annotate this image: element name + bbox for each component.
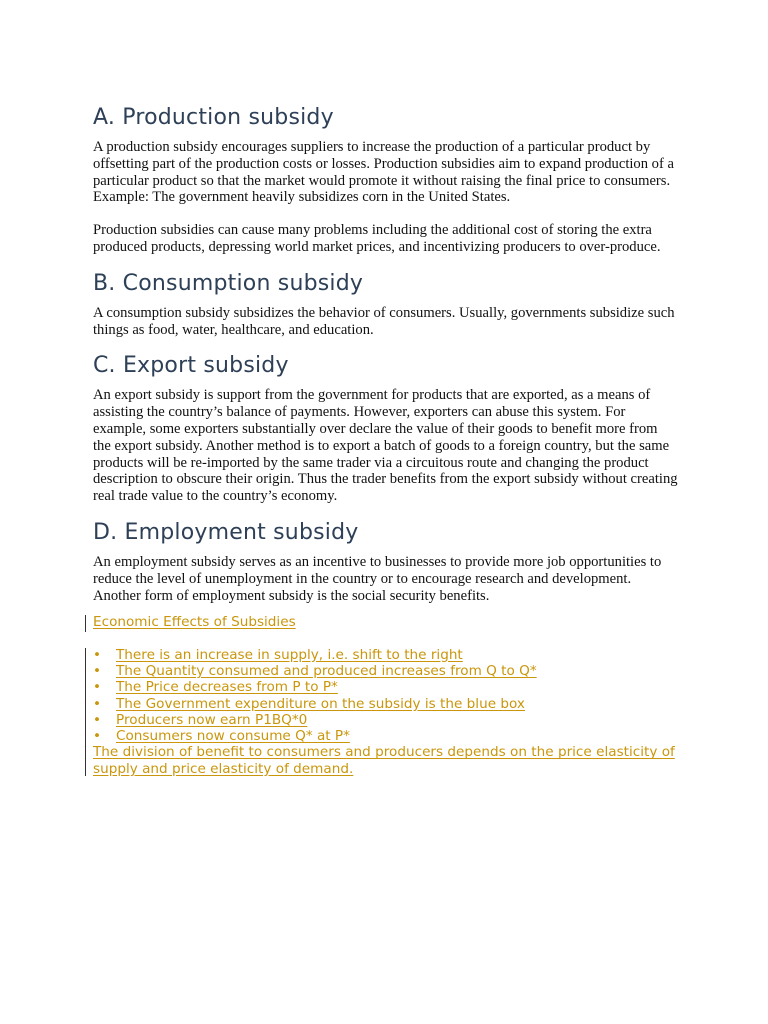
list-item: • The Government expenditure on the subsidy is the blue box bbox=[93, 695, 525, 712]
change-bar bbox=[85, 615, 86, 632]
change-bar bbox=[85, 648, 86, 776]
tracked-bullet-list bbox=[93, 647, 678, 745]
list-item: • Consumers now consume Q* at P* bbox=[93, 728, 350, 745]
heading-production-subsidy: A. Production subsidy bbox=[93, 105, 334, 130]
list-item: • Producers now earn P1BQ*0 bbox=[93, 711, 308, 728]
bullet-icon: • bbox=[93, 646, 102, 663]
bullet-icon: • bbox=[93, 662, 102, 679]
heading-consumption-subsidy: B. Consumption subsidy bbox=[93, 270, 364, 296]
list-item: • The Quantity consumed and produced increases from Q to Q* bbox=[93, 662, 537, 679]
paragraph-export: An export subsidy is support from the government for products that are exported, as a means of assisting the country’s balance of payments. However, exporters can abuse this system. For example, some exporters substantially over declare the value of their goods to benefit more from the export subsidy. Another method is to export a batch of goods to a foreign country, but the same products will be re-imported by the same trader via a circuitous route and changing the product description to obscure their origin. Thus the trader benefits from the export subsidy without creating real trade value to the country’s economy. bbox=[93, 387, 678, 505]
heading-employment-subsidy: D. Employment subsidy bbox=[93, 519, 359, 545]
heading-export-subsidy: C. Export subsidy bbox=[93, 353, 289, 379]
document-page bbox=[93, 104, 678, 777]
tracked-change-title-block bbox=[93, 614, 678, 630]
list-item: • The Price decreases from P to P* bbox=[93, 679, 338, 696]
list-item: • There is an increase in supply, i.e. shift to the right bbox=[93, 646, 463, 663]
tracked-title: Economic Effects of Subsidies bbox=[93, 614, 296, 631]
bullet-icon: • bbox=[93, 695, 102, 712]
bullet-icon: • bbox=[93, 711, 102, 728]
bullet-icon: • bbox=[93, 679, 102, 696]
paragraph-production-1: A production subsidy encourages suppliers to increase the production of a particular product by offsetting part of the production costs or losses. Production subsidies aim to expand production of a particular product so that the market would promote it without raising the final price to consumers. Example: The government heavily subsidizes corn in the United States. bbox=[93, 139, 674, 206]
paragraph-consumption: A consumption subsidy subsidizes the behavior of consumers. Usually, governments subsidize such things as food, water, healthcare, and education. bbox=[93, 304, 675, 338]
paragraph-production-2: Production subsidies can cause many problems including the additional cost of storing the extra produced products, depressing world market prices, and incentivizing producers to over-produce. bbox=[93, 222, 661, 255]
tracked-change-list-block bbox=[93, 647, 678, 777]
tracked-closing-paragraph: The division of benefit to consumers and producers depends on the price elasticity of supply and price elasticity of demand. bbox=[93, 744, 675, 777]
bullet-icon: • bbox=[93, 728, 102, 745]
paragraph-employment: An employment subsidy serves as an incentive to businesses to provide more job opportunities to reduce the level of unemployment in the country or to encourage research and development. Another form of employment subsidy is the social security benefits. bbox=[93, 553, 662, 604]
